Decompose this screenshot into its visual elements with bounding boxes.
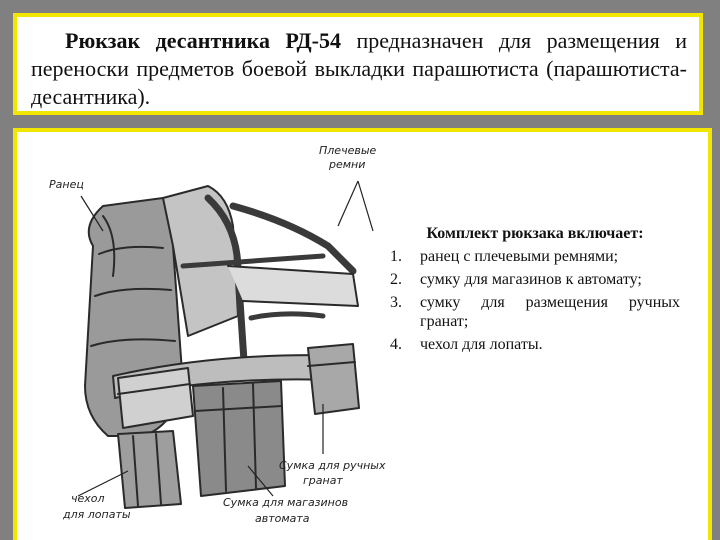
- list-item-number: 4.: [390, 336, 402, 353]
- magazine-bag: [193, 381, 285, 496]
- label-grenade-bag-1: Сумка для ручных: [279, 459, 386, 472]
- label-shoulder-straps-2: ремни: [329, 158, 366, 171]
- list-item: [390, 335, 680, 354]
- list-item-number: 3.: [390, 294, 402, 311]
- list-item-number: 2.: [390, 271, 402, 288]
- shovel-cover: [118, 431, 181, 508]
- label-backpack: Ранец: [49, 178, 84, 191]
- backpack-illustration: [23, 136, 403, 540]
- header-title-rest: предназначен для размещения и переноски предметов боевой выкладки парашютиста (парашютиста-десантника).: [31, 28, 687, 109]
- content-box: [13, 128, 712, 540]
- kit-title: Комплект рюкзака включает:: [426, 225, 644, 242]
- list-item-text: ранец с плечевыми ремнями;: [420, 248, 619, 265]
- kit-list: [390, 247, 680, 354]
- list-item-number: 1.: [390, 248, 402, 265]
- list-item: [390, 293, 680, 331]
- list-item: [390, 270, 680, 289]
- header-title-bold: Рюкзак десантника РД-54: [65, 28, 341, 53]
- kit-section: [390, 224, 680, 358]
- label-shoulder-straps-1: Плечевые: [319, 144, 377, 157]
- list-item-text: сумку для магазинов к автомату;: [420, 271, 642, 288]
- header-box: [13, 13, 703, 115]
- list-item-text: сумку для размещения ручных гранат;: [420, 294, 680, 330]
- label-shovel-cover-2: для лопаты: [63, 508, 131, 521]
- label-magazine-bag-2: автомата: [255, 512, 310, 525]
- label-shovel-cover-1: чехол: [71, 492, 105, 505]
- header-text: [31, 27, 687, 111]
- grenade-pouch: [308, 344, 359, 414]
- label-grenade-bag-2: гранат: [303, 474, 343, 487]
- label-magazine-bag-1: Сумка для магазинов: [223, 496, 349, 509]
- list-item-text: чехол для лопаты.: [420, 336, 543, 353]
- list-item: [390, 247, 680, 266]
